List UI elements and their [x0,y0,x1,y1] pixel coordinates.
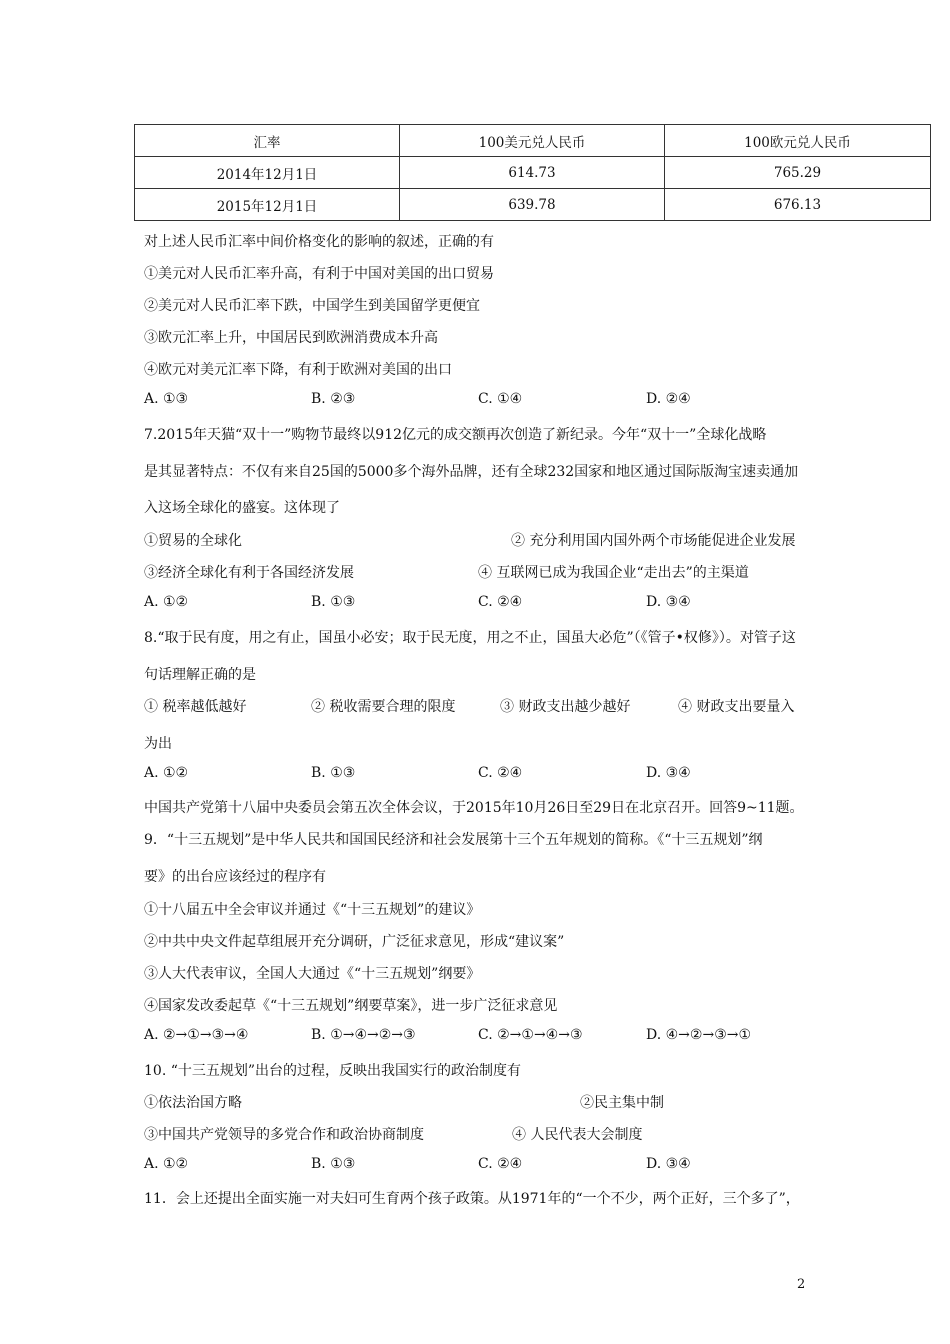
q7-choice-c: C. ②④ [478,594,523,610]
q6-choice-d: D. ②④ [646,391,691,407]
q9-choice-a: A. ②→①→③→④ [144,1027,249,1043]
q11-stem: 11．会上还提出全面实施一对夫妇可生育两个孩子政策。从1971年的“一个不少，两个正好，三个多了”， [144,1191,800,1207]
q7-stem-line: 入这场全球化的盛宴。这体现了 [144,500,340,516]
q8-stem-line: 句话理解正确的是 [144,667,256,683]
q6-item: ①美元对人民币汇率升高，有利于中国对美国的出口贸易 [144,266,494,282]
table-cell: 765.29 [665,157,931,189]
table-cell: 2014年12月1日 [135,157,400,189]
q10-choice-c: C. ②④ [478,1156,523,1172]
q9-stem-line: 要》的出台应该经过的程序有 [144,869,326,885]
q7-item: ② 充分利用国内国外两个市场能促进企业发展 [511,533,796,549]
q10-item: ①依法治国方略 [144,1095,242,1111]
q8-item: ① 税率越低越好 [144,699,247,715]
exchange-rate-table [134,124,931,221]
q10-stem: 10. “十三五规划”出台的过程，反映出我国实行的政治制度有 [144,1063,522,1079]
page-number: 2 [797,1277,806,1292]
q9-choice-c: C. ②→①→④→③ [478,1027,583,1043]
q7-item: ③经济全球化有利于各国经济发展 [144,565,354,581]
q8-item: ④ 财政支出要量入 [678,699,795,715]
q10-choice-d: D. ③④ [646,1156,691,1172]
table-row [135,189,931,221]
q8-choice-b: B. ①③ [311,765,356,781]
q6-choice-a: A. ①③ [144,391,189,407]
q7-stem-line: 是其显著特点：不仅有来自25国的5000多个海外品牌，还有全球232国家和地区通过国际版淘宝速卖通加 [144,464,799,480]
q10-choice-b: B. ①③ [311,1156,356,1172]
q9-item: ①十八届五中全会审议并通过《“十三五规划”的建议》 [144,902,481,918]
table-cell: 676.13 [665,189,931,221]
section-intro: 中国共产党第十八届中央委员会第五次全体会议，于2015年10月26日至29日在北京召开。回答9~11题。 [144,800,804,816]
q6-choice-b: B. ②③ [311,391,356,407]
q10-choice-a: A. ①② [144,1156,189,1172]
q6-choice-c: C. ①④ [478,391,523,407]
table-header-cell: 100欧元兑人民币 [665,125,931,157]
q9-item: ②中共中央文件起草组展开充分调研，广泛征求意见，形成“建议案” [144,934,565,950]
q6-stem: 对上述人民币汇率中间价格变化的影响的叙述，正确的有 [144,234,494,250]
table-row [135,157,931,189]
q9-choice-d: D. ④→②→③→① [646,1027,752,1043]
q9-item: ③人大代表审议，全国人大通过《“十三五规划”纲要》 [144,966,481,982]
q7-item: ①贸易的全球化 [144,533,242,549]
table-cell: 639.78 [400,189,665,221]
q10-item: ③中国共产党领导的多党合作和政治协商制度 [144,1127,424,1143]
table-cell: 2015年12月1日 [135,189,400,221]
q6-item: ④欧元对美元汇率下降，有利于欧洲对美国的出口 [144,362,452,378]
table-header-cell: 100美元兑人民币 [400,125,665,157]
q7-item: ④ 互联网已成为我国企业“走出去”的主渠道 [478,565,749,581]
q8-stem-line: 8.“取于民有度，用之有止，国虽小必安；取于民无度，用之不止，国虽大必危”（《管子•权修》）。对管子这 [144,630,796,646]
q7-choice-b: B. ①③ [311,594,356,610]
q10-item: ④ 人民代表大会制度 [512,1127,643,1143]
q9-item: ④国家发改委起草《“十三五规划”纲要草案》，进一步广泛征求意见 [144,998,558,1014]
q9-choice-b: B. ①→④→②→③ [311,1027,416,1043]
q6-item: ③欧元汇率上升，中国居民到欧洲消费成本升高 [144,330,438,346]
q9-stem-line: 9．“十三五规划”是中华人民共和国国民经济和社会发展第十三个五年规划的简称。《“十三五规划”纲 [144,832,763,848]
table-header-cell: 汇率 [135,125,400,157]
q6-item: ②美元对人民币汇率下跌，中国学生到美国留学更便宜 [144,298,480,314]
q7-choice-a: A. ①② [144,594,189,610]
q8-item: ② 税收需要合理的限度 [311,699,456,715]
q8-choice-c: C. ②④ [478,765,523,781]
table-cell: 614.73 [400,157,665,189]
table-header-row [135,125,931,157]
q10-item: ②民主集中制 [580,1095,664,1111]
q8-choice-d: D. ③④ [646,765,691,781]
q8-item-continuation: 为出 [144,736,172,752]
q7-stem-line: 7.2015年天猫“双十一”购物节最终以912亿元的成交额再次创造了新纪录。今年“双十一”全球化战略 [144,427,767,443]
q8-item: ③ 财政支出越少越好 [500,699,631,715]
q8-choice-a: A. ①② [144,765,189,781]
q7-choice-d: D. ③④ [646,594,691,610]
